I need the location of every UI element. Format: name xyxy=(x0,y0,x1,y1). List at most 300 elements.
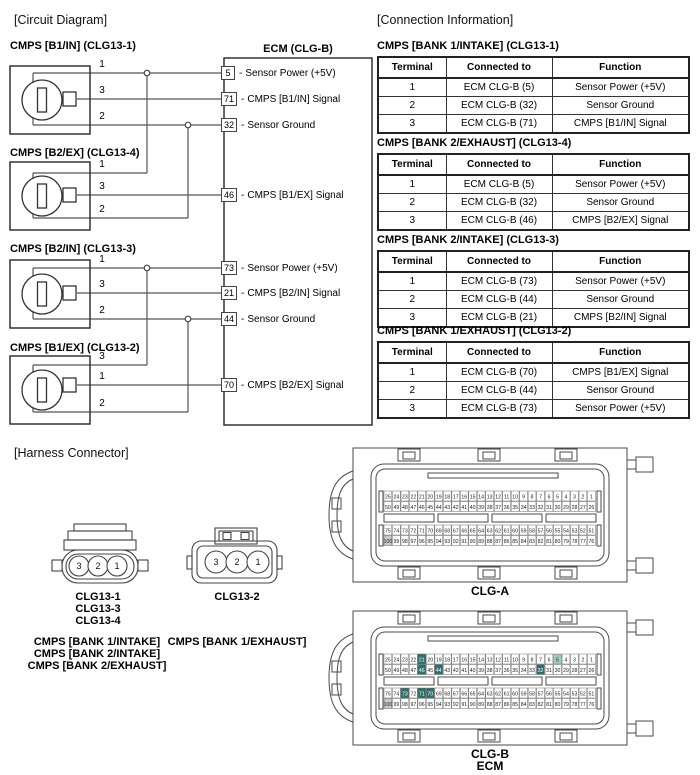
column-header: Terminal xyxy=(378,342,446,363)
pin-cell-37 xyxy=(494,502,502,512)
table-row xyxy=(378,97,689,115)
pin-cell-76 xyxy=(588,536,596,546)
pin-cell-57 xyxy=(537,525,545,535)
svg-text:20: 20 xyxy=(427,657,434,664)
pin-cell-89 xyxy=(477,536,485,546)
svg-text:22: 22 xyxy=(410,657,417,664)
table-row xyxy=(378,175,689,194)
svg-text:2: 2 xyxy=(581,657,585,664)
pin-cell-44 xyxy=(435,665,443,675)
pin-cell-21 xyxy=(418,654,426,664)
pin-cell-95 xyxy=(426,536,434,546)
pin-cell-74 xyxy=(392,688,400,698)
svg-text:43: 43 xyxy=(444,668,451,674)
pin-cell-72 xyxy=(409,525,417,535)
pin-cell-37 xyxy=(494,665,502,675)
svg-text:87: 87 xyxy=(495,702,502,708)
svg-text:72: 72 xyxy=(410,691,417,698)
table-cell: ECM CLG-B (44) xyxy=(446,291,552,309)
pin-cell-73 xyxy=(401,688,409,698)
svg-text:81: 81 xyxy=(546,702,552,708)
svg-text:3: 3 xyxy=(573,494,576,501)
table-cell: ECM CLG-B (71) xyxy=(446,115,552,134)
svg-text:4: 4 xyxy=(564,494,568,501)
svg-text:35: 35 xyxy=(512,505,518,511)
svg-text:71: 71 xyxy=(418,528,425,535)
table-cell: ECM CLG-B (5) xyxy=(446,78,552,97)
pin-cell-93 xyxy=(443,699,451,709)
svg-text:91: 91 xyxy=(461,702,468,708)
svg-text:11: 11 xyxy=(503,657,510,664)
pin-cell-91 xyxy=(460,699,468,709)
wire-pin-label: 2 xyxy=(99,204,105,215)
pin-cell-87 xyxy=(494,536,502,546)
pin-cell-97 xyxy=(409,536,417,546)
pin-cell-75 xyxy=(384,688,392,698)
ecm-pin-entry xyxy=(221,188,344,202)
pin-cell-11 xyxy=(503,654,511,664)
svg-text:13: 13 xyxy=(486,657,493,664)
connection-table-block xyxy=(377,40,688,134)
pin-cell-99 xyxy=(392,536,400,546)
svg-text:7: 7 xyxy=(539,657,542,664)
pin-cell-33 xyxy=(528,665,536,675)
svg-text:6: 6 xyxy=(547,657,551,664)
svg-text:63: 63 xyxy=(486,691,493,698)
pin-cell-20 xyxy=(426,491,434,501)
table-cell: ECM CLG-B (70) xyxy=(446,363,552,382)
pin-cell-85 xyxy=(511,699,519,709)
table-row xyxy=(378,291,689,309)
svg-text:37: 37 xyxy=(495,505,502,511)
svg-text:50: 50 xyxy=(385,668,391,674)
pin-cell-92 xyxy=(452,536,460,546)
svg-text:85: 85 xyxy=(512,702,518,708)
wire-pin-label: 1 xyxy=(99,159,105,170)
pin-cell-26 xyxy=(588,502,596,512)
svg-text:38: 38 xyxy=(486,505,493,511)
pin-cell-55 xyxy=(554,688,562,698)
svg-text:17: 17 xyxy=(452,494,459,501)
connection-table xyxy=(377,153,690,231)
pin-cell-15 xyxy=(469,491,477,501)
pin-label: 3 xyxy=(213,557,219,567)
table-cell: Sensor Ground xyxy=(552,382,689,400)
table-cell: 2 xyxy=(378,97,446,115)
column-header: Terminal xyxy=(378,251,446,272)
svg-text:59: 59 xyxy=(520,528,527,535)
svg-text:58: 58 xyxy=(529,691,535,698)
svg-text:88: 88 xyxy=(486,539,493,545)
pin-cell-84 xyxy=(520,536,528,546)
pin-cell-53 xyxy=(571,525,579,535)
clg-b-connector-drawing xyxy=(328,609,660,747)
svg-text:83: 83 xyxy=(529,539,535,545)
pin-cell-97 xyxy=(409,699,417,709)
pin-cell-75 xyxy=(384,525,392,535)
pin-cell-19 xyxy=(435,491,443,501)
svg-text:79: 79 xyxy=(563,539,569,545)
pin-cell-52 xyxy=(579,525,587,535)
pin-cell-36 xyxy=(503,665,511,675)
pin-cell-67 xyxy=(452,688,460,698)
connection-table xyxy=(377,56,690,134)
table-cell: ECM CLG-B (5) xyxy=(446,175,552,194)
pin-cell-77 xyxy=(579,699,587,709)
table-row xyxy=(378,400,689,419)
ecm-pin-number: 70 xyxy=(221,378,237,392)
pin-cell-61 xyxy=(503,525,511,535)
pin-cell-57 xyxy=(537,688,545,698)
dash-separator: - xyxy=(241,189,245,201)
svg-text:92: 92 xyxy=(452,539,459,545)
svg-text:59: 59 xyxy=(520,691,527,698)
pin-cell-2 xyxy=(579,491,587,501)
pin-cell-54 xyxy=(562,525,570,535)
pin-cell-21 xyxy=(418,491,426,501)
pin-cell-43 xyxy=(443,502,451,512)
svg-text:40: 40 xyxy=(469,505,476,511)
pin-cell-94 xyxy=(435,536,443,546)
svg-text:30: 30 xyxy=(554,668,561,674)
column-header: Terminal xyxy=(378,57,446,78)
ecm-pin-number: 46 xyxy=(221,188,237,202)
pin-cell-62 xyxy=(494,525,502,535)
svg-text:74: 74 xyxy=(393,691,400,698)
connection-table xyxy=(377,250,690,328)
svg-text:87: 87 xyxy=(495,539,502,545)
ecm-pin-function: Sensor Ground xyxy=(247,313,316,325)
pin-cell-91 xyxy=(460,536,468,546)
svg-text:78: 78 xyxy=(571,539,578,545)
pin-cell-85 xyxy=(511,536,519,546)
pin-cell-19 xyxy=(435,654,443,664)
rect-connector-description: CMPS [BANK 1/EXHAUST] xyxy=(167,636,307,648)
connection-table xyxy=(377,341,690,419)
pin-cell-25 xyxy=(384,654,392,664)
pin-cell-10 xyxy=(511,654,519,664)
svg-text:14: 14 xyxy=(478,494,485,501)
table-cell: ECM CLG-B (46) xyxy=(446,212,552,231)
svg-text:5: 5 xyxy=(556,494,559,501)
svg-text:38: 38 xyxy=(486,668,493,674)
table-cell: 3 xyxy=(378,212,446,231)
pin-cell-4 xyxy=(562,491,570,501)
table-cell: CMPS [B2/IN] Signal xyxy=(552,309,689,328)
svg-text:36: 36 xyxy=(503,668,510,674)
pin-cell-34 xyxy=(520,665,528,675)
svg-text:100: 100 xyxy=(383,702,393,708)
svg-text:76: 76 xyxy=(588,702,595,708)
svg-text:57: 57 xyxy=(537,528,544,535)
svg-text:11: 11 xyxy=(503,494,510,501)
svg-text:6: 6 xyxy=(547,494,551,501)
svg-text:41: 41 xyxy=(461,505,468,511)
pin-cell-36 xyxy=(503,502,511,512)
pin-cell-9 xyxy=(520,654,528,664)
svg-text:36: 36 xyxy=(503,505,510,511)
wire-pin-label: 3 xyxy=(99,85,105,96)
pin-cell-96 xyxy=(418,699,426,709)
pin-cell-83 xyxy=(528,536,536,546)
pin-label: 2 xyxy=(234,557,240,567)
pin-cell-15 xyxy=(469,654,477,664)
pin-cell-47 xyxy=(409,502,417,512)
pin-cell-88 xyxy=(486,699,494,709)
svg-text:8: 8 xyxy=(530,657,534,664)
svg-text:97: 97 xyxy=(410,702,417,708)
svg-text:1: 1 xyxy=(589,657,593,664)
svg-text:8: 8 xyxy=(530,494,534,501)
pin-cell-80 xyxy=(554,536,562,546)
connection-table-block xyxy=(377,137,688,231)
pin-cell-22 xyxy=(409,654,417,664)
pin-cell-81 xyxy=(545,536,553,546)
pin-cell-92 xyxy=(452,699,460,709)
junction-dots xyxy=(144,70,191,322)
dash-separator: - xyxy=(241,313,245,325)
pin-cell-90 xyxy=(469,699,477,709)
svg-text:41: 41 xyxy=(461,668,468,674)
pin-cell-40 xyxy=(469,502,477,512)
svg-text:47: 47 xyxy=(410,505,417,511)
svg-text:94: 94 xyxy=(435,539,442,545)
svg-text:76: 76 xyxy=(588,539,595,545)
svg-text:42: 42 xyxy=(452,505,459,511)
pin-cell-76 xyxy=(588,699,596,709)
svg-text:43: 43 xyxy=(444,505,451,511)
pin-cell-38 xyxy=(486,665,494,675)
clg-a-connector-drawing xyxy=(328,446,660,584)
svg-text:14: 14 xyxy=(478,657,485,664)
svg-text:66: 66 xyxy=(461,691,468,698)
svg-text:37: 37 xyxy=(495,668,502,674)
svg-text:25: 25 xyxy=(385,657,391,664)
svg-text:92: 92 xyxy=(452,702,459,708)
svg-text:96: 96 xyxy=(418,539,425,545)
svg-text:52: 52 xyxy=(580,528,586,535)
pin-cell-26 xyxy=(588,665,596,675)
pin-cell-25 xyxy=(384,491,392,501)
svg-text:29: 29 xyxy=(563,505,569,511)
pin-cell-17 xyxy=(452,654,460,664)
svg-text:68: 68 xyxy=(444,528,451,535)
pin-cell-100 xyxy=(384,536,393,546)
pin-cell-23 xyxy=(401,654,409,664)
svg-text:82: 82 xyxy=(537,539,544,545)
pin-cell-93 xyxy=(443,536,451,546)
pin-cell-86 xyxy=(503,699,511,709)
svg-text:86: 86 xyxy=(503,539,510,545)
svg-text:32: 32 xyxy=(537,505,544,511)
pin-cell-79 xyxy=(562,699,570,709)
svg-text:62: 62 xyxy=(495,691,502,698)
pin-cell-62 xyxy=(494,688,502,698)
pin-cell-1 xyxy=(588,654,596,664)
ecm-pin-function: CMPS [B2/IN] Signal xyxy=(247,287,341,299)
pin-cell-33 xyxy=(528,502,536,512)
svg-text:5: 5 xyxy=(556,657,559,664)
pin-cell-31 xyxy=(545,502,553,512)
svg-text:18: 18 xyxy=(444,657,451,664)
pin-cell-16 xyxy=(460,491,468,501)
ecm-pin-number: 32 xyxy=(221,118,237,132)
pin-label: 1 xyxy=(255,557,261,567)
svg-text:98: 98 xyxy=(401,539,408,545)
svg-text:97: 97 xyxy=(410,539,417,545)
pin-cell-61 xyxy=(503,688,511,698)
wire-pin-label: 1 xyxy=(99,371,105,382)
svg-text:16: 16 xyxy=(461,494,468,501)
svg-text:69: 69 xyxy=(435,528,442,535)
rect-connector-drawing xyxy=(187,528,282,583)
svg-text:95: 95 xyxy=(427,702,434,708)
svg-text:77: 77 xyxy=(580,539,586,545)
pin-cell-45 xyxy=(426,502,434,512)
pin-cell-60 xyxy=(511,525,519,535)
pin-cell-47 xyxy=(409,665,417,675)
connection-table-title: CMPS [BANK 2/INTAKE] (CLG13-3) xyxy=(377,234,559,246)
svg-text:68: 68 xyxy=(444,691,451,698)
ecm-pin-function: CMPS [B1/EX] Signal xyxy=(247,189,344,201)
pin-cell-82 xyxy=(537,536,545,546)
ecm-pin-function: Sensor Power (+5V) xyxy=(247,262,338,274)
clg-a-label: CLG-A xyxy=(471,584,509,598)
pin-cell-48 xyxy=(401,665,409,675)
svg-text:34: 34 xyxy=(520,505,527,511)
svg-text:15: 15 xyxy=(469,657,476,664)
ecm-pin-function: Sensor Ground xyxy=(247,119,316,131)
svg-text:80: 80 xyxy=(554,702,561,708)
pin-cell-30 xyxy=(554,502,562,512)
table-cell: Sensor Ground xyxy=(552,194,689,212)
pin-cell-24 xyxy=(392,491,400,501)
column-header: Connected to xyxy=(446,154,552,175)
pin-cell-52 xyxy=(579,688,587,698)
svg-text:96: 96 xyxy=(418,702,425,708)
pin-cell-45 xyxy=(426,665,434,675)
pin-cell-48 xyxy=(401,502,409,512)
pin-cell-14 xyxy=(477,491,485,501)
svg-text:70: 70 xyxy=(427,528,434,535)
pin-label: 1 xyxy=(114,561,120,571)
pin-cell-84 xyxy=(520,699,528,709)
svg-text:72: 72 xyxy=(410,528,417,535)
svg-text:90: 90 xyxy=(469,539,476,545)
pin-cell-54 xyxy=(562,688,570,698)
svg-text:49: 49 xyxy=(393,668,400,674)
table-cell: Sensor Power (+5V) xyxy=(552,78,689,97)
svg-text:65: 65 xyxy=(469,691,476,698)
circuit-boxes xyxy=(10,58,372,425)
svg-text:29: 29 xyxy=(563,668,569,674)
svg-text:18: 18 xyxy=(444,494,451,501)
pin-cell-73 xyxy=(401,525,409,535)
pin-cell-94 xyxy=(435,699,443,709)
pin-cell-79 xyxy=(562,536,570,546)
svg-text:75: 75 xyxy=(385,528,391,535)
dash-separator: - xyxy=(241,379,245,391)
pin-cell-66 xyxy=(460,525,468,535)
pin-cell-82 xyxy=(537,699,545,709)
svg-text:89: 89 xyxy=(478,539,485,545)
svg-text:62: 62 xyxy=(495,528,502,535)
table-cell: Sensor Power (+5V) xyxy=(552,175,689,194)
pin-cell-81 xyxy=(545,699,553,709)
svg-text:93: 93 xyxy=(444,702,451,708)
dash-separator: - xyxy=(239,67,243,79)
dash-separator: - xyxy=(241,262,245,274)
svg-text:9: 9 xyxy=(522,494,526,501)
pin-cell-63 xyxy=(486,525,494,535)
svg-text:19: 19 xyxy=(435,657,442,664)
pin-cell-95 xyxy=(426,699,434,709)
ecm-pin-function: Sensor Power (+5V) xyxy=(245,67,336,79)
svg-text:67: 67 xyxy=(452,528,459,535)
clg-b-label: CLG-B xyxy=(471,747,509,761)
svg-text:21: 21 xyxy=(418,657,425,664)
pin-cell-98 xyxy=(401,699,409,709)
pin-cell-14 xyxy=(477,654,485,664)
pin-cell-74 xyxy=(392,525,400,535)
table-cell: 1 xyxy=(378,272,446,291)
ecm-pin-number: 21 xyxy=(221,286,237,300)
svg-text:12: 12 xyxy=(495,494,502,501)
pin-cell-43 xyxy=(443,665,451,675)
table-cell: ECM CLG-B (73) xyxy=(446,400,552,419)
column-header: Function xyxy=(552,342,689,363)
svg-text:60: 60 xyxy=(512,528,518,535)
connector-title-3: CMPS [B2/IN] (CLG13-3) xyxy=(10,243,136,255)
pin-cell-42 xyxy=(452,502,460,512)
pin-cell-5 xyxy=(554,654,562,664)
wire-pin-label: 1 xyxy=(99,254,105,265)
table-row xyxy=(378,194,689,212)
table-cell: 1 xyxy=(378,175,446,194)
table-cell: 2 xyxy=(378,194,446,212)
table-row xyxy=(378,363,689,382)
svg-text:84: 84 xyxy=(520,702,527,708)
pin-cell-20 xyxy=(426,654,434,664)
table-cell: CMPS [B1/IN] Signal xyxy=(552,115,689,134)
svg-text:71: 71 xyxy=(418,691,425,698)
pin-cell-59 xyxy=(520,688,528,698)
pin-cell-63 xyxy=(486,688,494,698)
wire-pin-label: 2 xyxy=(99,398,105,409)
pin-cell-22 xyxy=(409,491,417,501)
pin-cell-31 xyxy=(545,665,553,675)
svg-text:98: 98 xyxy=(401,702,408,708)
pin-cell-12 xyxy=(494,491,502,501)
pin-cell-28 xyxy=(571,665,579,675)
table-cell: 1 xyxy=(378,363,446,382)
pin-cell-35 xyxy=(511,665,519,675)
svg-text:93: 93 xyxy=(444,539,451,545)
dash-separator: - xyxy=(241,93,245,105)
clg-b-sublabel: ECM xyxy=(476,759,504,773)
svg-text:51: 51 xyxy=(588,691,595,698)
pin-cell-46 xyxy=(418,665,426,675)
table-cell: Sensor Power (+5V) xyxy=(552,272,689,291)
svg-text:54: 54 xyxy=(563,691,569,698)
svg-text:57: 57 xyxy=(537,691,544,698)
svg-text:88: 88 xyxy=(486,702,493,708)
column-header: Connected to xyxy=(446,57,552,78)
pin-cell-32 xyxy=(537,502,545,512)
table-row xyxy=(378,382,689,400)
svg-text:99: 99 xyxy=(393,702,400,708)
pin-cell-28 xyxy=(571,502,579,512)
